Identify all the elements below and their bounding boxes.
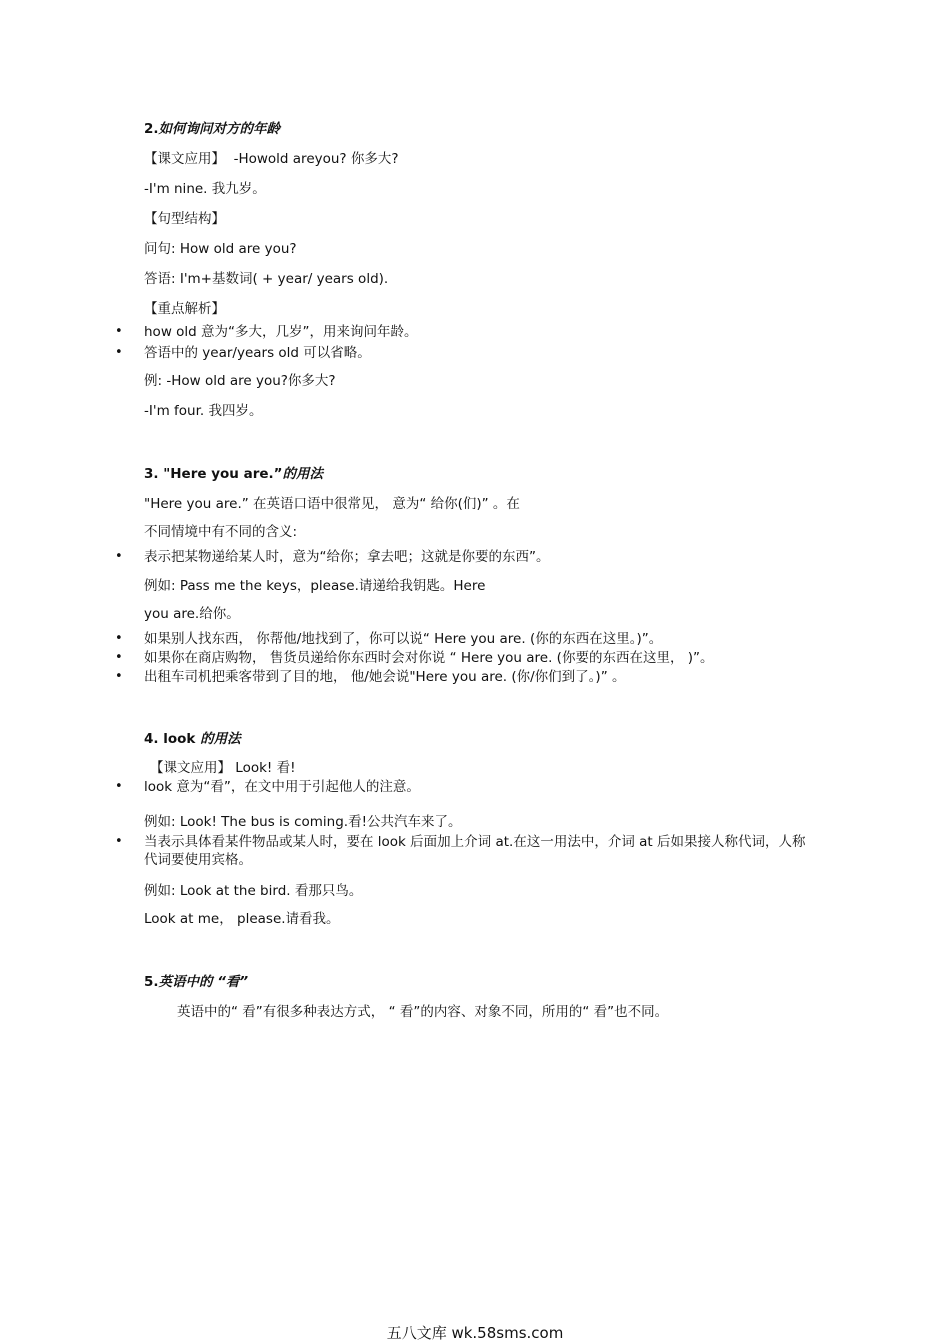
sec4-bullet-1: look 意为“看”，在文中用于引起他人的注意。	[144, 779, 420, 795]
footer-watermark: 五八文库 wk.58sms.com	[386, 1324, 564, 1342]
section-5-heading: 5.英语中的 “看”	[144, 974, 249, 990]
sec2-struct-label: 【句型结构】	[144, 211, 225, 227]
bullet: •	[115, 549, 123, 564]
sec3-bullet-1: 表示把某物递给某人时，意为“给你；拿去吧；这就是你要的东西”。	[144, 549, 550, 565]
sec2-key-label: 【重点解析】	[144, 301, 225, 317]
sec4-example-1: 例如: Look! The bus is coming.看!公共汽车来了。	[144, 814, 462, 830]
bullet: •	[115, 650, 123, 665]
section-4-heading: 4. look 的用法	[144, 731, 241, 747]
sec2-bullet-2: 答语中的 year/years old 可以省略。	[144, 345, 371, 361]
sec3-bullet-4: 出租车司机把乘客带到了目的地， 他/她会说"Here you are. (你/你们到了。)” 。	[144, 669, 626, 685]
sec3-bullet-3: 如果你在商店购物， 售货员递给你东西时会对你说 “ Here you are. (你要的东西在这里， )”。	[144, 650, 714, 666]
bullet: •	[115, 779, 123, 794]
bullet: •	[115, 669, 123, 684]
sec2-bullet-1: how old 意为“多大，几岁”，用来询问年龄。	[144, 324, 418, 340]
sec3-bullet-2: 如果别人找东西， 你帮他/地找到了，你可以说“ Here you are. (你的东西在这里。)”。	[144, 631, 663, 647]
sec3-para-2: 不同情境中有不同的含义:	[144, 524, 298, 540]
sec2-answer-pattern: 答语: I'm+基数词( + year/ years old).	[144, 271, 389, 287]
sec3-example-1: 例如: Pass me the keys，please.请递给我钥匙。Here	[144, 578, 486, 594]
section-3-heading: 3. "Here you are.”的用法	[144, 466, 324, 482]
sec4-example-3: Look at me， please.请看我。	[144, 911, 340, 927]
sec2-example-2: -I'm four. 我四岁。	[144, 403, 263, 419]
sec2-answer: -I'm nine. 我九岁。	[144, 181, 266, 197]
sec4-example-2: 例如: Look at the bird. 看那只鸟。	[144, 883, 363, 899]
sec2-app: 【课文应用】 -Howold areyou? 你多大?	[144, 151, 399, 167]
bullet: •	[115, 324, 123, 339]
sec2-question: 问句: How old are you?	[144, 241, 297, 257]
sec2-example-1: 例: -How old are you?你多大?	[144, 373, 336, 389]
bullet: •	[115, 345, 123, 360]
sec3-example-2: you are.给你。	[144, 606, 240, 622]
bullet: •	[115, 834, 123, 849]
sec5-para: 英语中的“ 看”有很多种表达方式， “ 看”的内容、对象不同，所用的“ 看”也不同。	[177, 1004, 669, 1020]
sec4-bullet-2: 当表示具体看某件物品或某人时，要在 look 后面加上介词 at.在这一用法中，介词 at 后如果接人称代词，人称代词要使用宾格。	[144, 834, 806, 868]
sec4-app: 【课文应用】 Look! 看!	[150, 760, 296, 776]
bullet: •	[115, 631, 123, 646]
sec3-para-1: "Here you are.” 在英语口语中很常见， 意为“ 给你(们)” 。在	[144, 496, 520, 512]
section-2-heading: 2.如何询问对方的年龄	[144, 121, 281, 137]
